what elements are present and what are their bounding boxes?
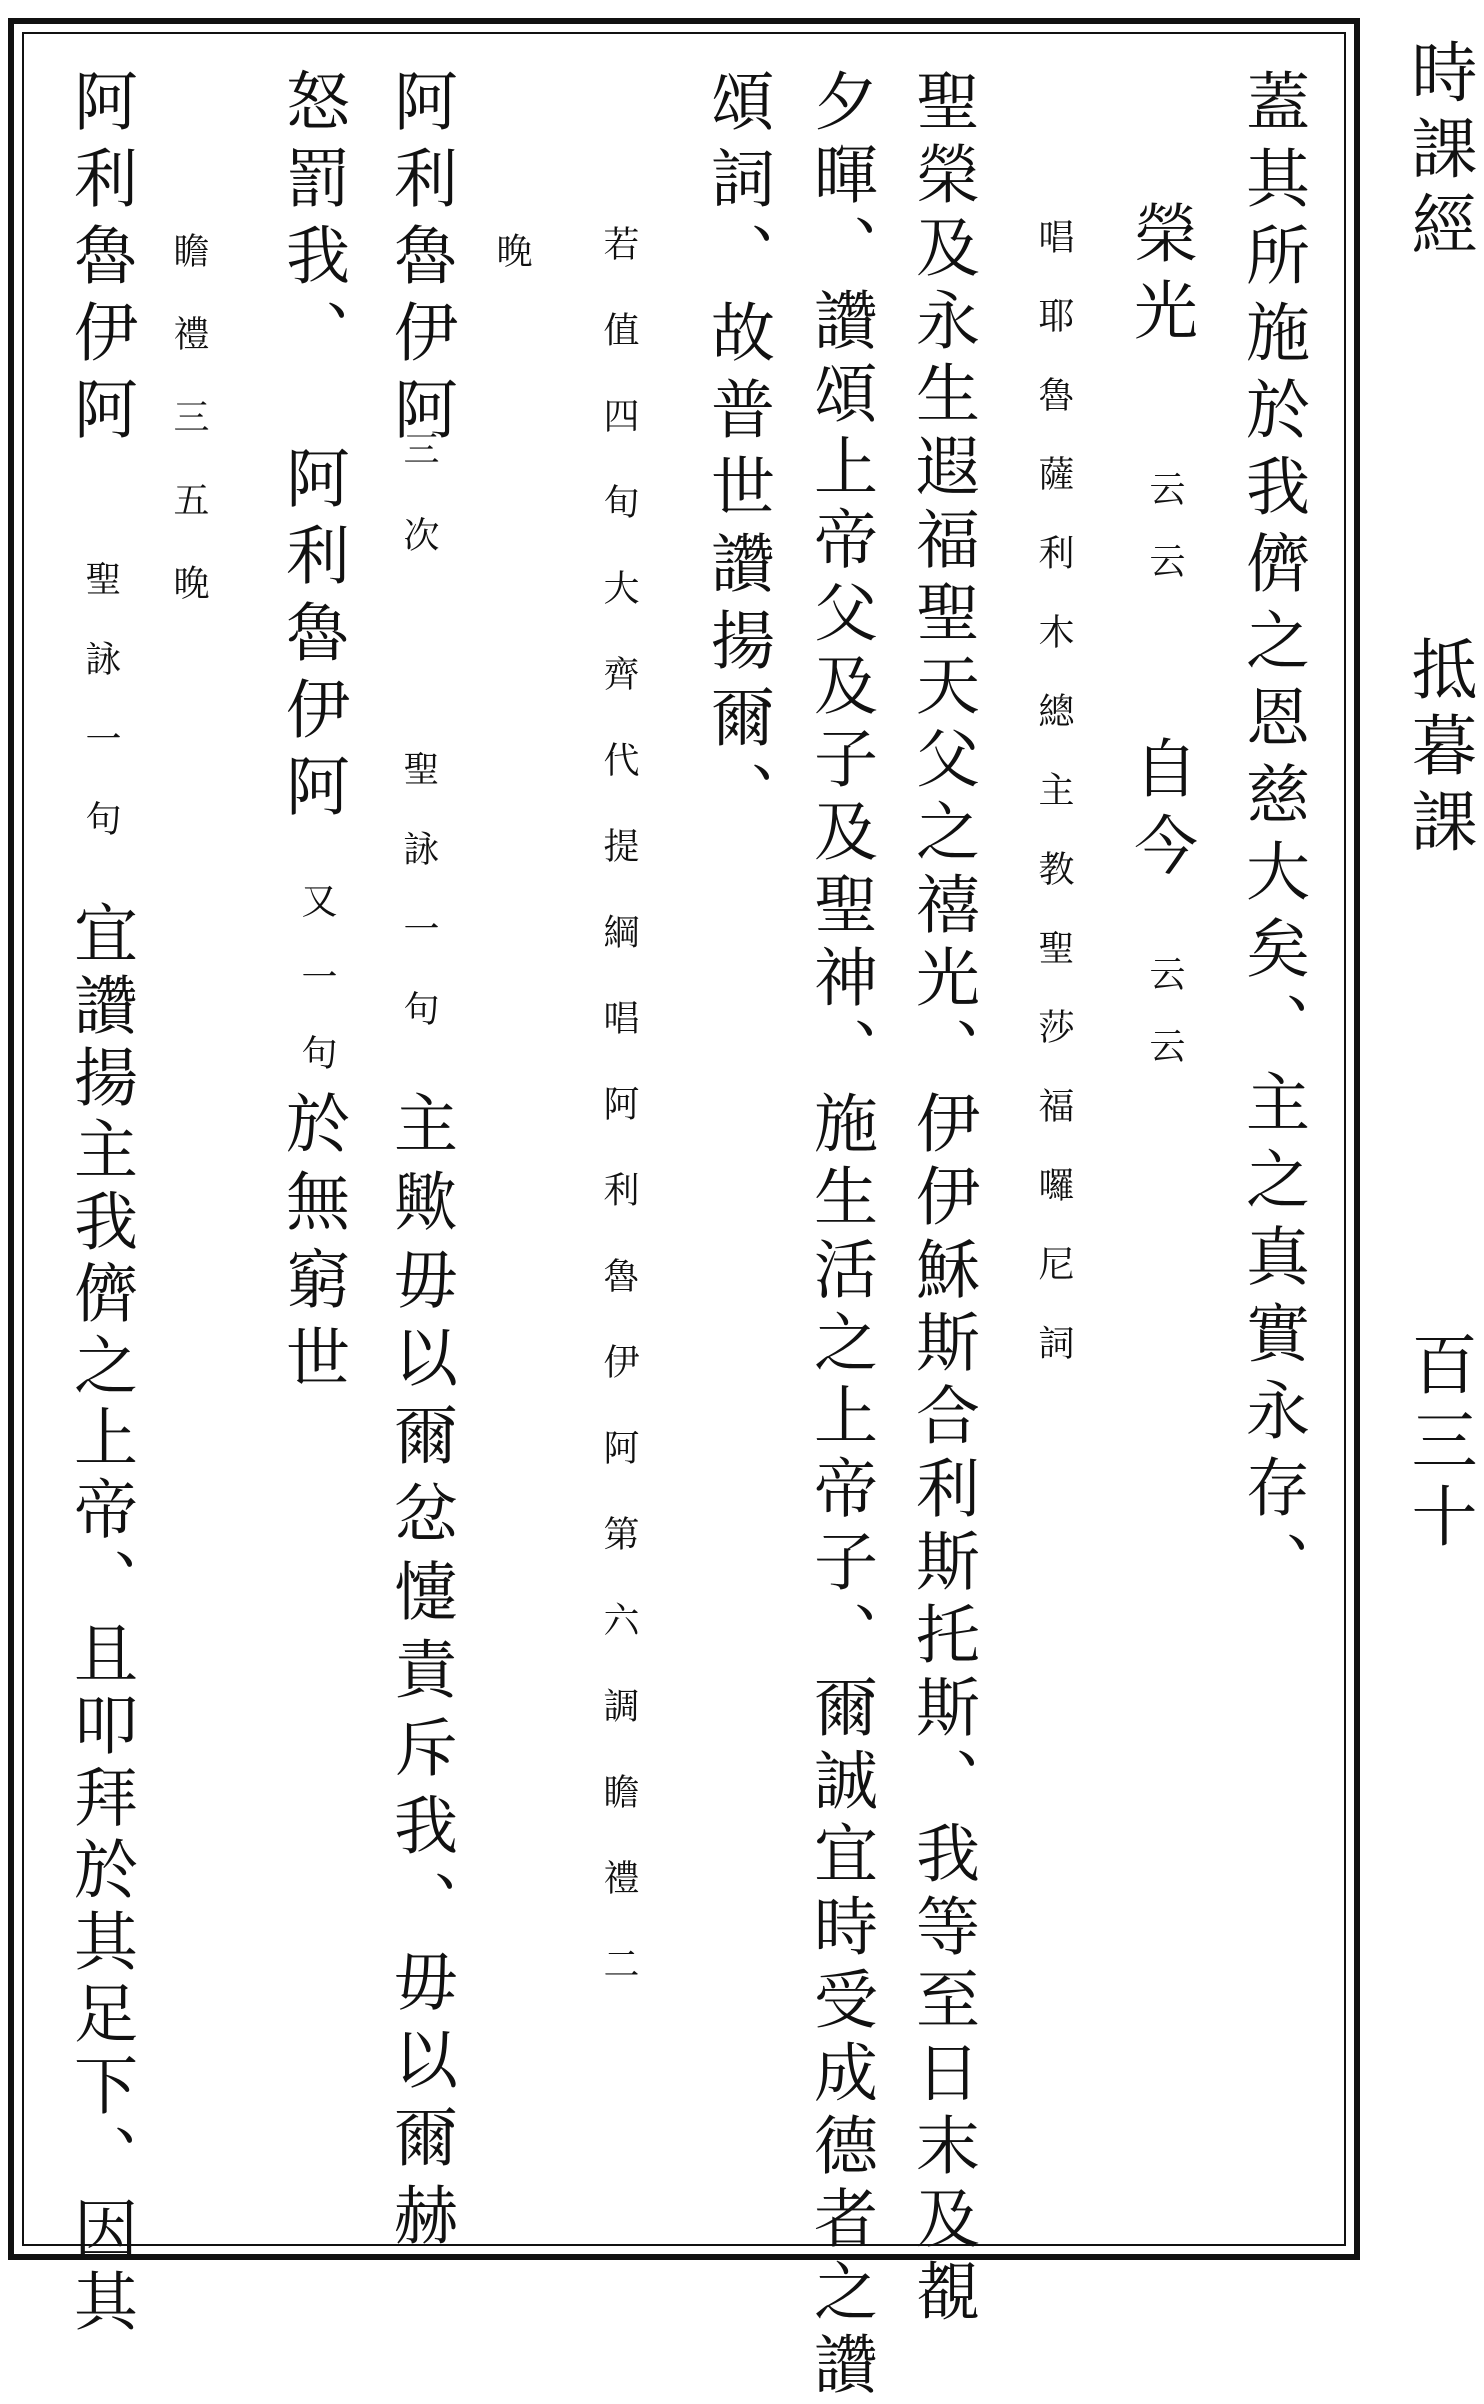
now-label: 自今 — [1123, 735, 1197, 889]
psalm-verse-3: 宜讚揚主我儕之上帝、且叩拜於其足下、因其 — [63, 900, 137, 2340]
psalm-verse-note-2: 聖詠一句 — [80, 560, 121, 880]
psalm-verse-note-1: 聖詠一句 — [398, 750, 439, 1070]
page-border-inner — [22, 32, 1346, 2246]
psalm-verse-1: 主歟毋以爾忿懥責斥我、毋以爾赫 — [383, 1090, 457, 2260]
page-number: 百三十 — [1400, 1330, 1477, 1558]
psalm-verse-2: 於無窮世 — [275, 1090, 349, 1402]
rubric-sophronius: 唱耶魯薩利木總主教聖莎福囉尼詞 — [1033, 218, 1074, 1403]
another-verse-note: 又一句 — [296, 882, 337, 1110]
text-column-10: 怒罰我、 — [275, 68, 349, 376]
etc-note-2: 云云 — [1144, 955, 1185, 1099]
text-column-5: 夕暉、讚頌上帝父及子及聖神、施生活之上帝子、爾誠宜時受成德者之讚 — [803, 68, 877, 2404]
rubric-evening: 晚 — [491, 232, 532, 304]
gloria-label: 榮光 — [1123, 200, 1197, 354]
text-column-1: 蓋其所施於我儕之恩慈大矣、主之真實永存、 — [1235, 68, 1309, 1608]
etc-note-1: 云云 — [1144, 470, 1185, 614]
text-column-4: 聖榮及永生遐福聖天父之禧光、伊伊穌斯合利斯托斯、我等至日末及覩 — [905, 68, 979, 2331]
section-title: 抵暮課 — [1400, 635, 1477, 863]
rubric-lent: 若值四旬大齊代提綱唱阿利魯伊阿第六調瞻禮二 — [598, 225, 639, 2031]
alleluia-1: 阿利魯伊阿 — [383, 68, 457, 453]
thrice-note: 三次 — [398, 430, 439, 602]
alleluia-2: 阿利魯伊阿 — [275, 445, 349, 830]
text-column-6: 頌詞、故普世讚揚爾、 — [700, 68, 774, 838]
rubric-tue-thu-evening: 瞻禮三五晚 — [168, 232, 209, 647]
book-title: 時課經 — [1400, 38, 1477, 266]
alleluia-3: 阿利魯伊阿 — [63, 68, 137, 453]
